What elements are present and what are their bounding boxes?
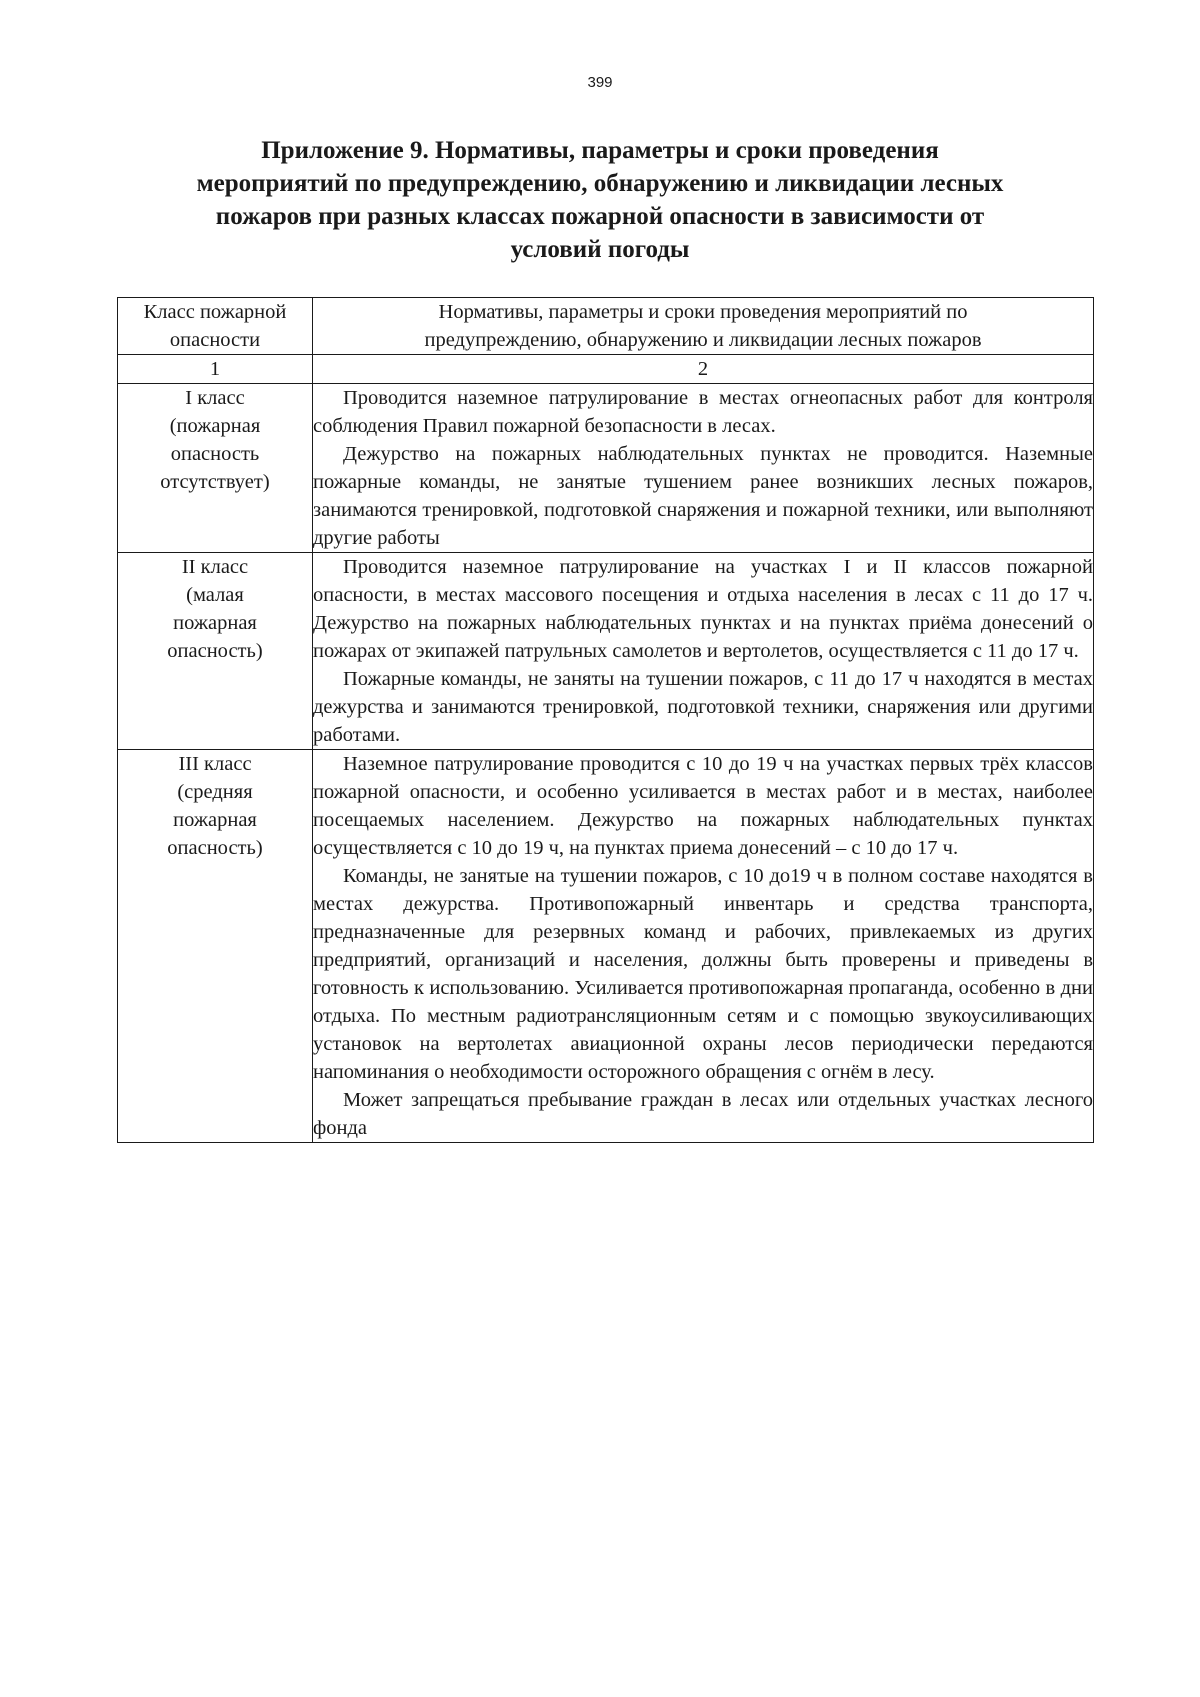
header-text-line: Нормативы, параметры и сроки проведения мероприятий по [438,301,968,323]
table-header-row [118,298,1094,355]
measure-paragraph: Проводится наземное патрулирование на участках I и II классов пожарной опасности, в местах массового посещения и отдыха населения в лесах с 11 до 17 ч. Дежурство на пожарных наблюдательных пунктах и на пунктах приёма донесений о пожарах от экипажей патрульных самолетов и вертолетов, осуществляется с 11 до 17 ч. [313,556,1093,662]
class-label-line: отсутствует) [160,471,270,493]
title-line: условий погоды [510,236,690,263]
class-label-line: опасность) [167,837,263,859]
class-label-line: (средняя [177,781,253,803]
header-text-line: предупреждению, обнаружению и ликвидации лесных пожаров [424,329,982,351]
title-line: мероприятий по предупреждению, обнаружению и ликвидации лесных [196,170,1004,197]
document-title [140,134,1060,266]
class-label-line: (малая [186,584,244,606]
class-iii-measures [313,750,1094,1143]
table-row [118,750,1094,1143]
class-label-line: (пожарная [169,415,261,437]
class-ii-measures [313,553,1094,750]
header-class-column [118,298,313,355]
measure-paragraph: Пожарные команды, не заняты на тушении пожаров, с 11 до 17 ч находятся в местах дежурства и занимаются тренировкой, подготовкой техники, снаряжения или другими работами. [313,668,1093,746]
measure-paragraph: Может запрещаться пребывание граждан в лесах или отдельных участках лесного фонда [313,1089,1093,1139]
class-label-line: II класс [181,556,249,578]
column-number-1: 1 [118,355,313,384]
class-iii-cell [118,750,313,1143]
class-ii-cell [118,553,313,750]
class-label-line: опасность [170,443,260,465]
header-norms-column [313,298,1094,355]
measure-paragraph: Проводится наземное патрулирование в местах огнеопасных работ для контроля соблюдения Правил пожарной безопасности в лесах. [313,387,1093,437]
class-i-cell [118,384,313,553]
class-label-line: опасность) [167,640,263,662]
column-number-row [118,355,1094,384]
measure-paragraph: Команды, не занятые на тушении пожаров, с 10 до19 ч в полном составе находятся в местах дежурства. Противопожарный инвентарь и средства транспорта, предназначенные для резервных команд и рабочих, привлекаемых из других предприятий, организаций и населения, должны быть проверены и приведены в готовность к использованию. Усиливается противопожарная пропаганда, особенно в дни отдыха. По местным радиотрансляционным сетям и с помощью звукоусиливающих установок на вертолетах авиационной охраны лесов периодически передаются напоминания о необходимости осторожного обращения с огнём в лесу. [313,865,1093,1083]
class-label-line: I класс [185,387,245,409]
table-row [118,553,1094,750]
header-text-line: опасности [169,329,261,351]
title-line: Приложение 9. Нормативы, параметры и сроки проведения [261,137,939,164]
measure-paragraph: Дежурство на пожарных наблюдательных пунктах не проводится. Наземные пожарные команды, не занятые тушением ранее возникших лесных пожаров, занимаются тренировкой, подготовкой снаряжения и пожарной техники, или выполняют другие работы [313,443,1093,549]
header-text-line: Класс пожарной [143,301,287,323]
title-line: пожаров при разных классах пожарной опасности в зависимости от [215,203,985,230]
fire-danger-norms-table [117,297,1094,1143]
class-label-line: III класс [178,753,252,775]
class-label-line: пожарная [173,612,257,634]
class-label-line: пожарная [173,809,257,831]
page-number: 399 [587,74,613,91]
class-i-measures [313,384,1094,553]
measure-paragraph: Наземное патрулирование проводится с 10 до 19 ч на участках первых трёх классов пожарной опасности, и особенно усиливается в местах работ и в местах, наиболее посещаемых населением. Дежурство на пожарных наблюдательных пунктах осуществляется с 10 до 19 ч, на пунктах приема донесений – с 10 до 17 ч. [313,753,1093,859]
table-row [118,384,1094,553]
column-number-2: 2 [313,355,1094,384]
